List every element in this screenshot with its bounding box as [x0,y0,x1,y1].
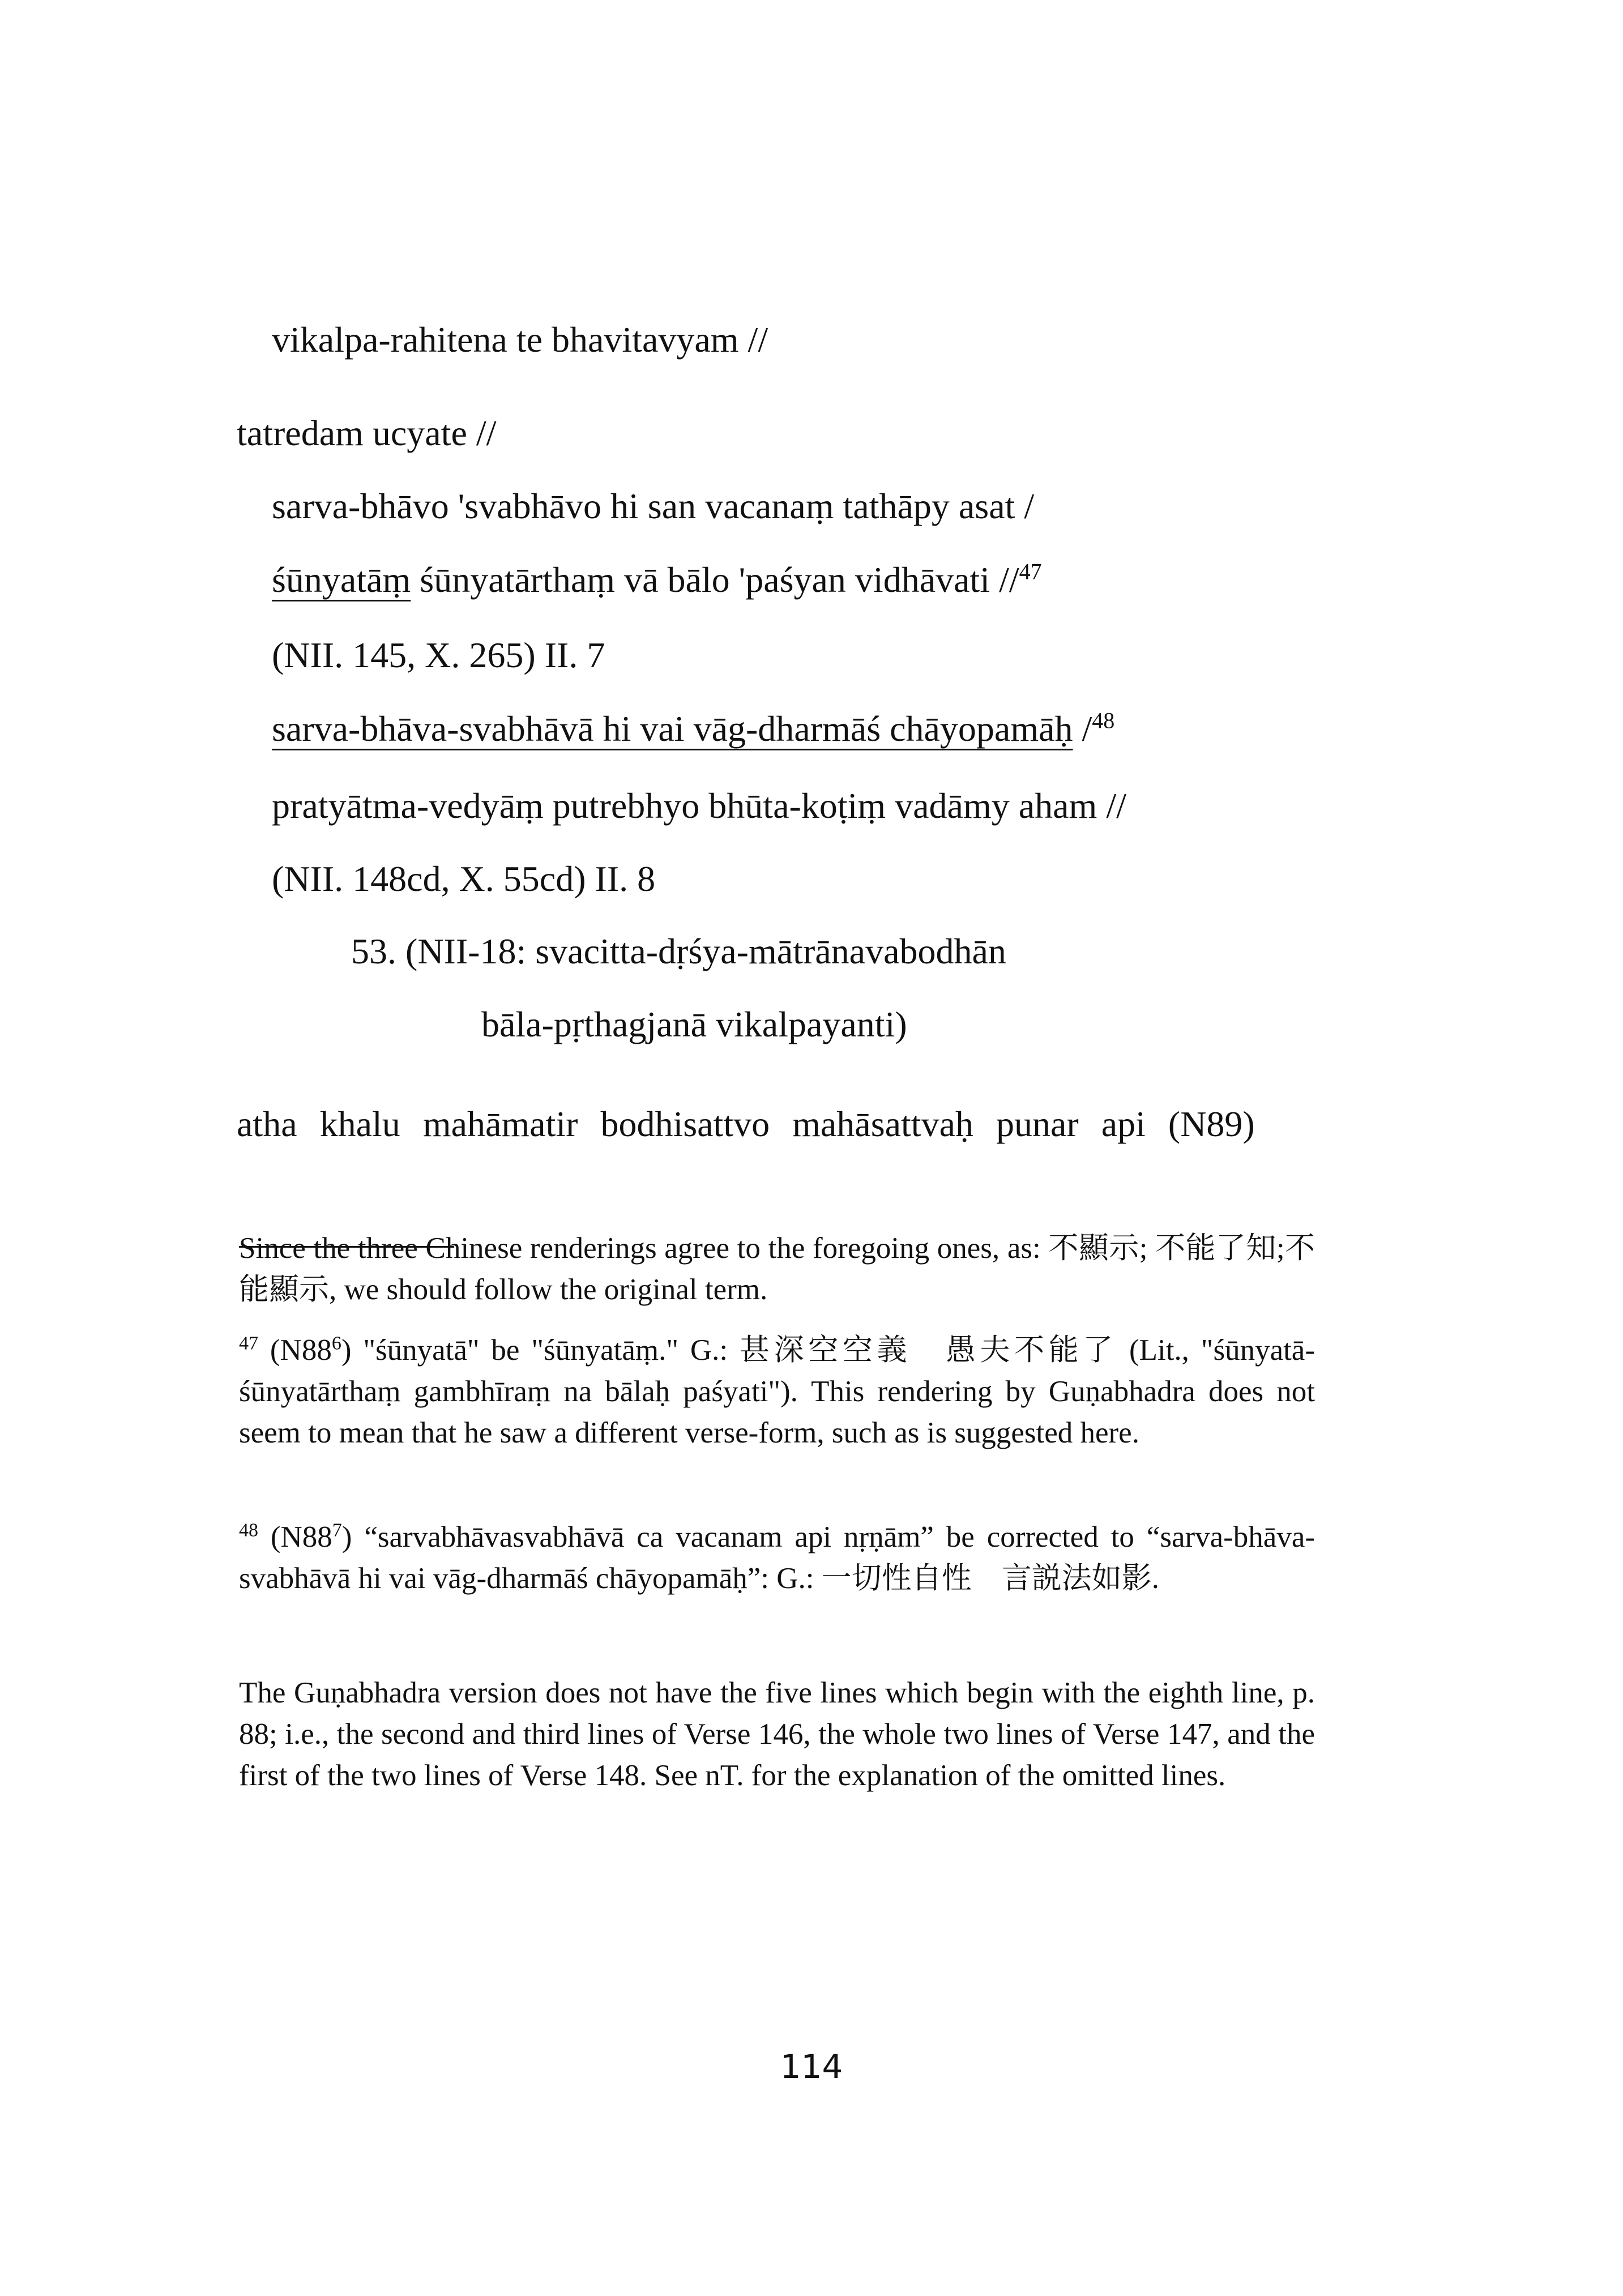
line-tatredam: tatredam ucyate // [237,413,497,453]
note-ref-47: 47 [1019,558,1042,584]
verse-line-3 [272,707,1115,749]
verse-ref-2: (NII. 148cd, X. 55cd) II. 8 [272,859,656,899]
footnote-47-text-b: ) "śūnyatā" be "śūnyatāṃ." G.: 甚深空空義 愚夫不能了 (Lit., "śūnyatā-śūnyatārthaṃ gambhīraṃ na bālaḥ paśyati"). This rendering by Guṇabhadra does not seem to mean that he saw a different verse-form, such as is suggested here. [239,1334,1315,1449]
verse-line-3-tail: / [1073,709,1092,749]
underlined-term: śūnyatāṃ [272,560,411,600]
footnote-47-number: 47 [239,1333,258,1354]
footnote-47-sup: 6 [331,1333,341,1354]
page-number: 114 [780,2047,843,2086]
verse-line-2 [272,558,1042,600]
section-heading-53-cont: bāla-pṛthagjanā vikalpayanti) [481,1004,907,1044]
omitted-lines-note: The Guṇabhadra version does not have the five lines which begin with the eighth line, p. 88; i.e., the second and third lines of Verse 146, the whole two lines of Verse 147, and the first of the two lines of Verse 148. See nT. for the explanation of the omitted lines. [239,1676,1315,1792]
verse-ref-1: (NII. 145, X. 265) II. 7 [272,635,605,675]
footnote-47 [239,1330,1315,1454]
footnote-48 [239,1517,1315,1599]
footnote-47-text-a: (N88 [258,1334,332,1367]
underlined-verse: sarva-bhāva-svabhāvā hi vai vāg-dharmāś chāyopamāḥ [272,709,1073,749]
note-ref-48: 48 [1092,707,1115,733]
verse-line-2-text: śūnyatārthaṃ vā bālo 'paśyan vidhāvati // [411,560,1019,600]
footnote-48-number: 48 [239,1520,258,1541]
footnote-48-text-b: ) “sarvabhāvasvabhāvā ca vacanam api nṛṇām” be corrected to “sarva-bhāva-svabhāvā hi vai vāg-dharmāś chāyopamāḥ”: G.: 一切性自性 言説法如影. [239,1521,1315,1595]
footnote-48-sup: 7 [332,1520,342,1541]
verse-line-4: pratyātma-vedyāṃ putrebhyo bhūta-koṭiṃ vadāmy aham // [272,786,1126,826]
footnote-48-text-a: (N88 [258,1521,332,1554]
line-vikalpa: vikalpa-rahitena te bhavitavyam // [272,319,768,360]
section-heading-53: 53. (NII-18: svacitta-dṛśya-mātrānavabodhān [351,931,1006,971]
footnote-continuation: Since the three Chinese renderings agree to the foregoing ones, as: 不顯示; 不能了知;不能顯示, we should follow the original term. [239,1232,1315,1306]
verse-line-1: sarva-bhāvo 'svabhāvo hi san vacanaṃ tathāpy asat / [272,486,1035,526]
line-atha: atha khalu mahāmatir bodhisattvo mahāsattvaḥ punar api (N89) [237,1104,1255,1144]
